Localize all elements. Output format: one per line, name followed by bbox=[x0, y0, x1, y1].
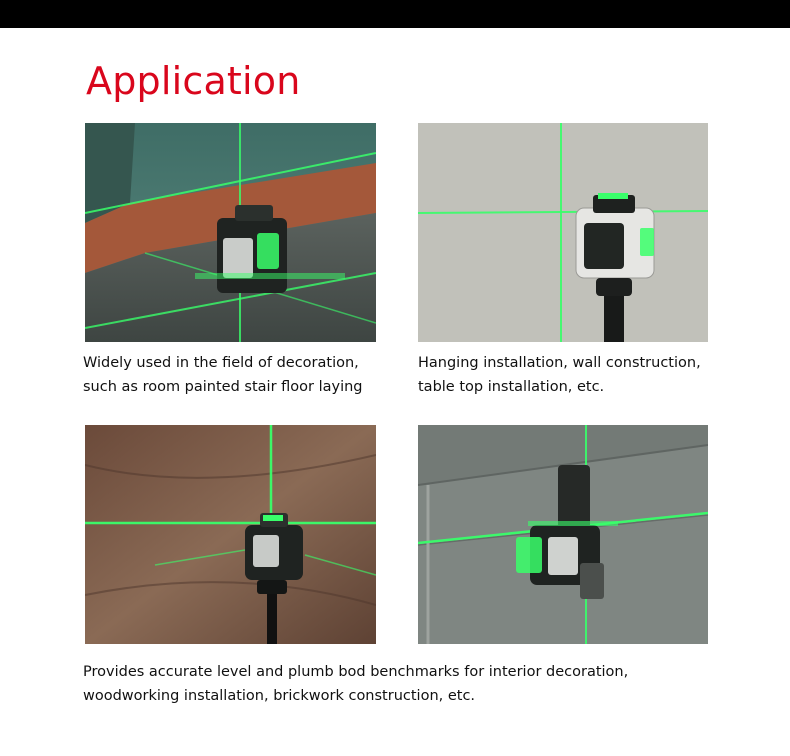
photo-wall-tripod bbox=[418, 123, 708, 342]
top-bar bbox=[0, 0, 790, 28]
caption-photo-1 bbox=[83, 351, 363, 399]
wood-wall-image bbox=[85, 425, 376, 644]
caption-photo-2 bbox=[418, 351, 701, 399]
footer-caption bbox=[83, 660, 628, 708]
caption-line: woodworking installation, brickwork construction, etc. bbox=[83, 688, 476, 704]
caption-line: Widely used in the field of decoration, bbox=[83, 355, 359, 371]
wall-mount-image bbox=[418, 425, 708, 644]
photo-wood-wall bbox=[85, 425, 376, 644]
photo-wall-mount bbox=[418, 425, 708, 644]
caption-line: Provides accurate level and plumb bod benchmarks for interior decoration, bbox=[83, 664, 629, 680]
caption-line: such as room painted stair floor laying bbox=[83, 379, 363, 395]
wall-tripod-image bbox=[418, 123, 708, 342]
caption-line: Hanging installation, wall construction, bbox=[418, 355, 701, 371]
section-title: Application bbox=[86, 59, 301, 103]
room-floor-image bbox=[85, 123, 376, 342]
caption-line: table top installation, etc. bbox=[418, 379, 605, 395]
photo-room-floor bbox=[85, 123, 376, 342]
